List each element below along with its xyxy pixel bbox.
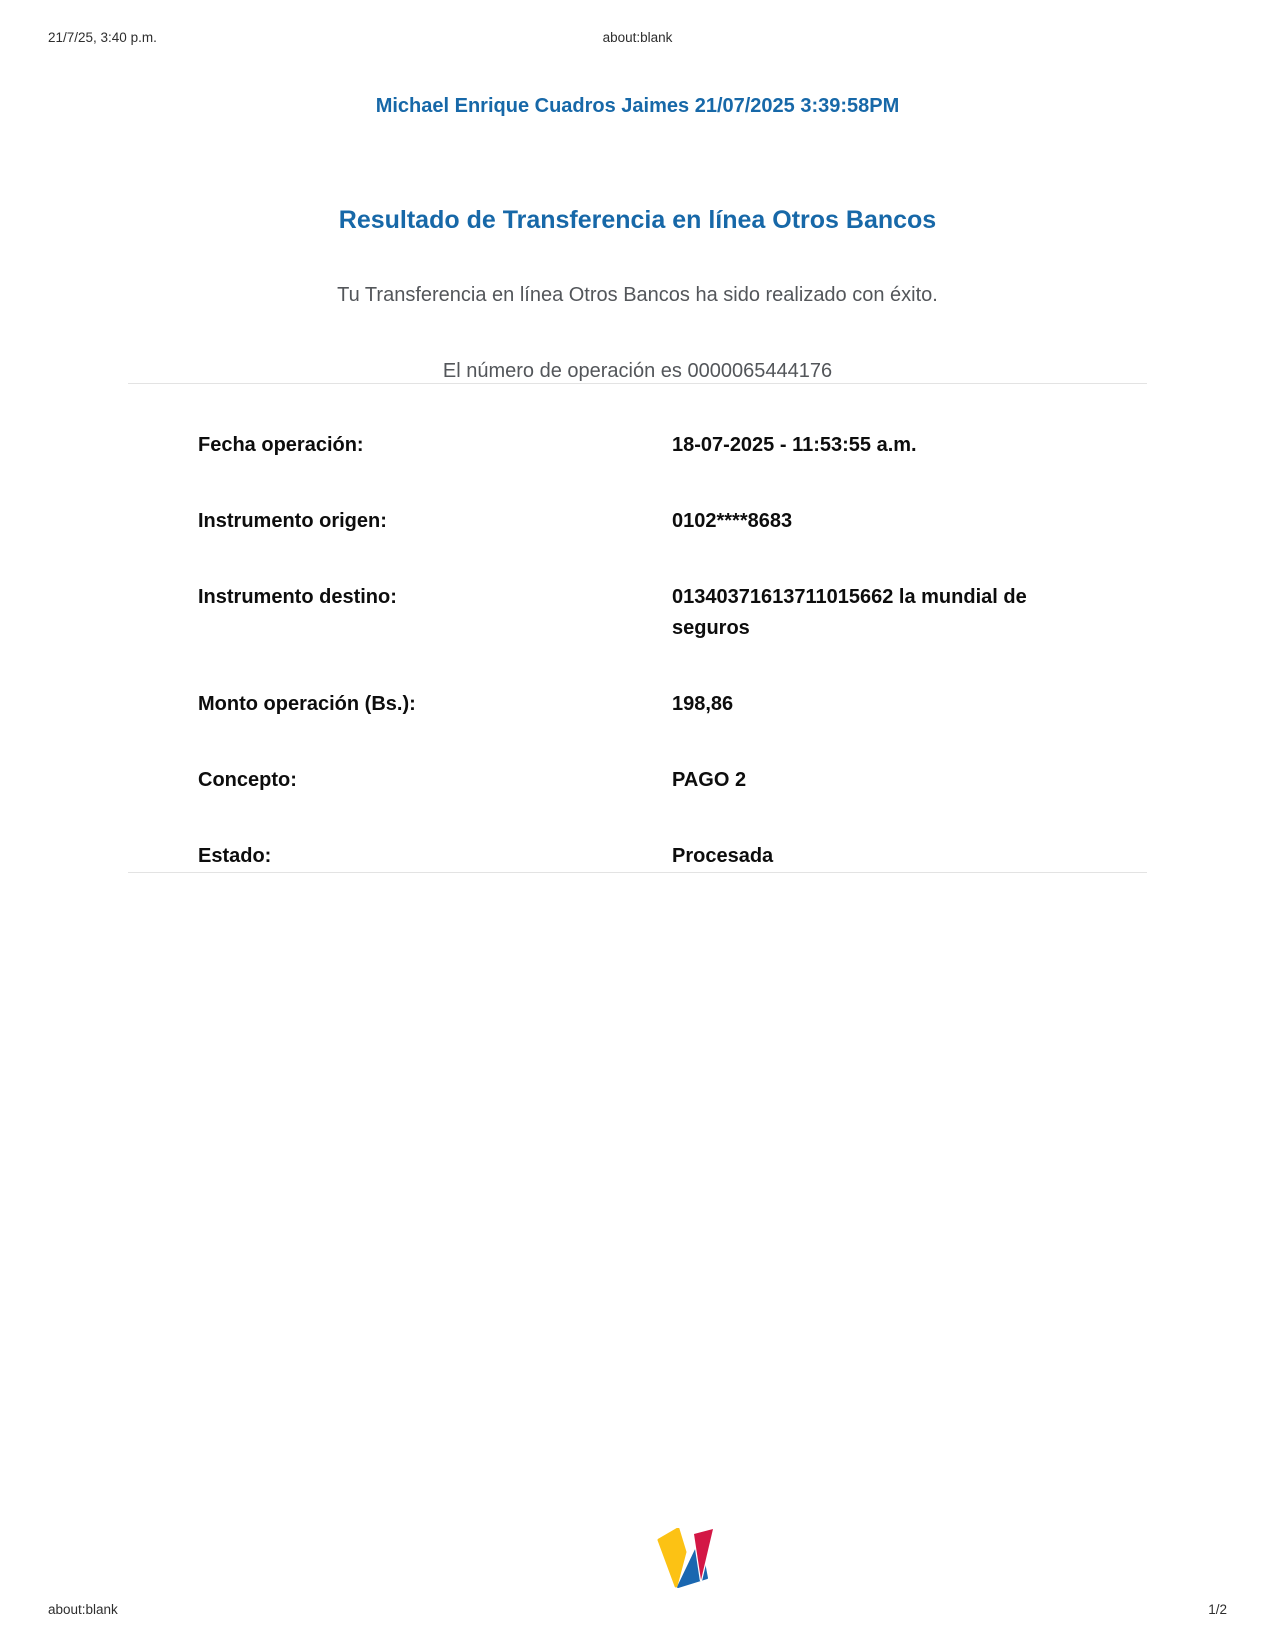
page-title: Resultado de Transferencia en línea Otros Bancos — [338, 206, 937, 234]
field-value-fecha-operacion: 18-07-2025 - 11:53:55 a.m. — [672, 434, 917, 456]
print-header-datetime: 21/7/25, 3:40 p.m. — [48, 30, 157, 45]
field-label-concepto: Concepto: — [198, 769, 297, 791]
field-value-instrumento-destino: 01340371613711015662 la mundial de seguros — [672, 586, 1027, 639]
divider-top — [128, 383, 1147, 384]
transfer-details-table — [0, 430, 1275, 872]
field-label-monto-operacion: Monto operación (Bs.): — [198, 693, 416, 715]
field-label-instrumento-origen: Instrumento origen: — [198, 510, 387, 532]
field-value-monto-operacion: 198,86 — [672, 693, 734, 715]
field-value-instrumento-origen: 0102****8683 — [672, 510, 793, 532]
divider-bottom — [128, 872, 1147, 873]
user-timestamp-line: Michael Enrique Cuadros Jaimes 21/07/2025 3:39:58PM — [375, 95, 900, 117]
success-message: Tu Transferencia en línea Otros Bancos ha sido realizado con éxito. — [337, 284, 938, 306]
print-footer-url: about:blank — [48, 1602, 118, 1617]
banco-de-venezuela-logo-icon — [656, 1528, 715, 1591]
print-footer-page-number: 1/2 — [1208, 1602, 1227, 1617]
logo-yellow-shape — [659, 1529, 685, 1586]
print-header-url: about:blank — [602, 30, 673, 45]
print-header — [0, 30, 1275, 45]
field-value-estado: Procesada — [672, 845, 774, 867]
field-label-estado: Estado: — [198, 845, 272, 867]
field-label-instrumento-destino: Instrumento destino: — [198, 586, 397, 608]
operation-number-line: El número de operación es 0000065444176 — [442, 360, 833, 382]
field-label-fecha-operacion: Fecha operación: — [198, 434, 364, 456]
field-value-concepto: PAGO 2 — [672, 769, 747, 791]
